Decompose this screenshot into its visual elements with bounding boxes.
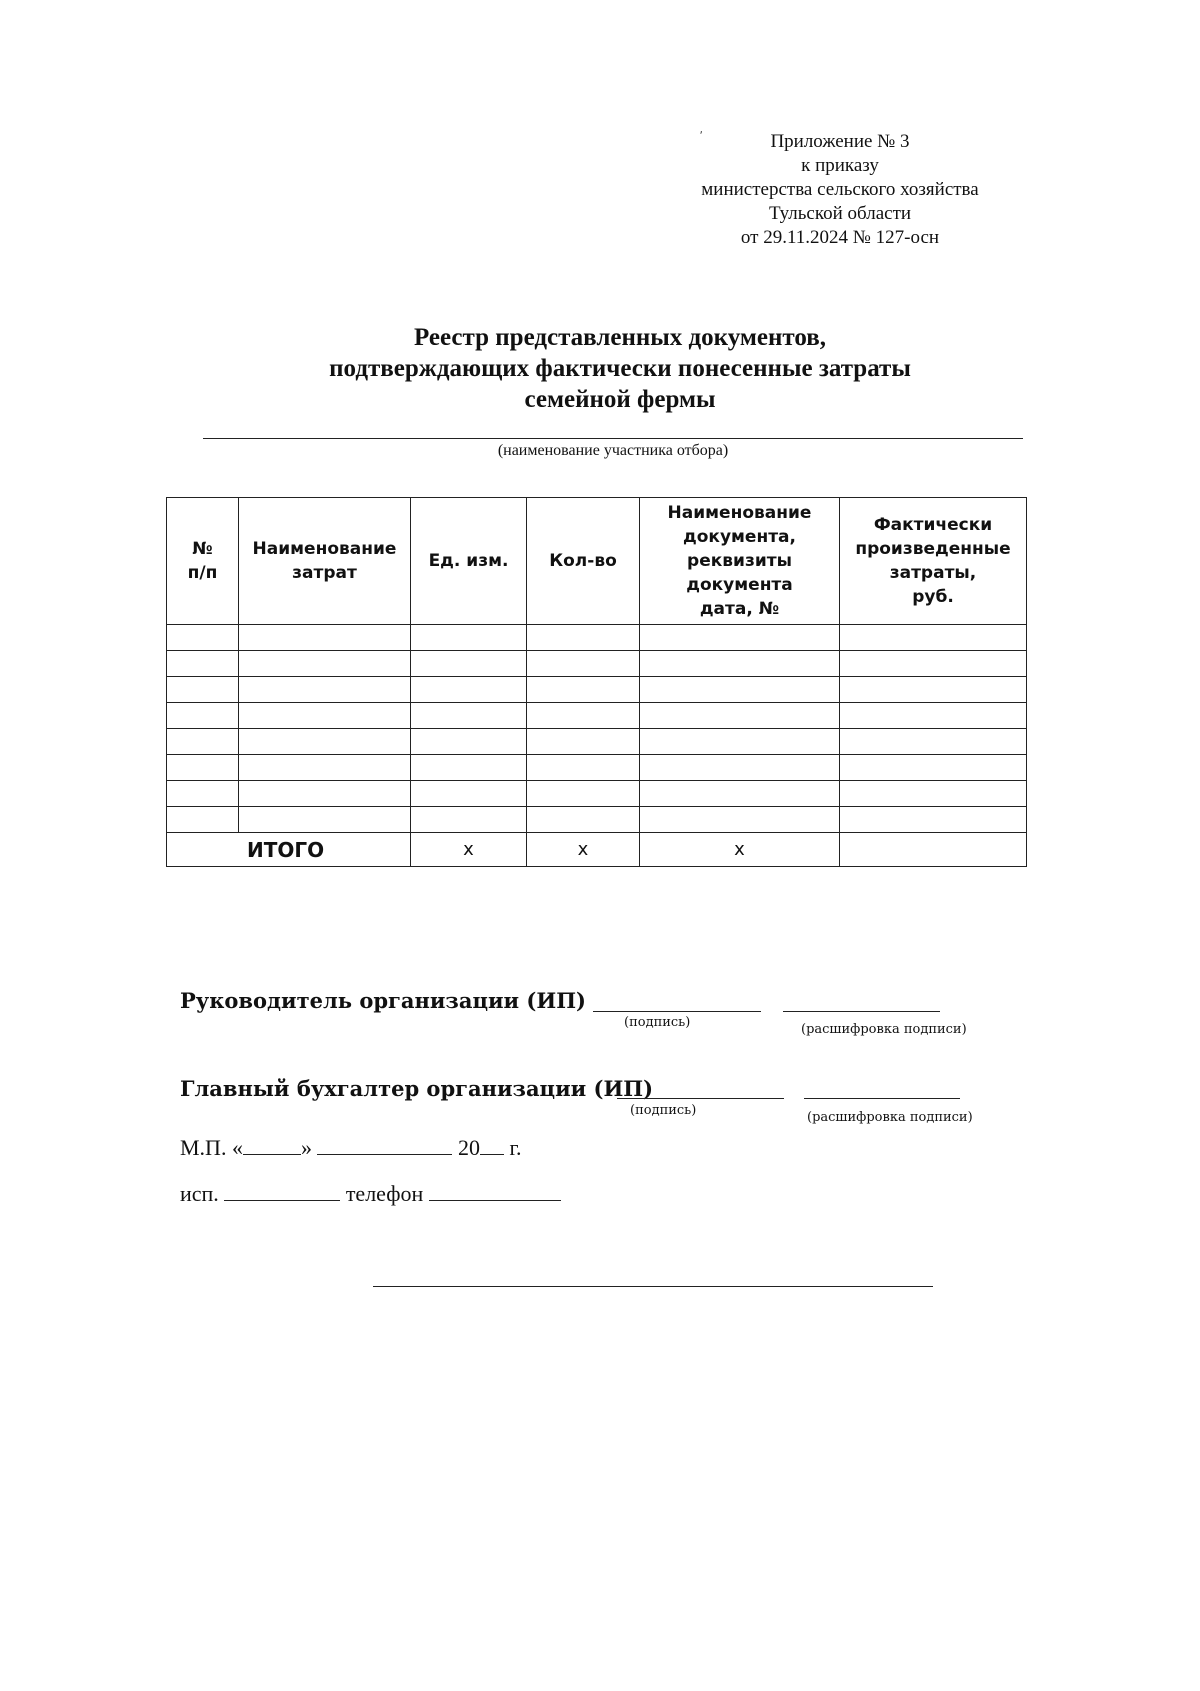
document-end-line	[373, 1286, 933, 1287]
table-cell[interactable]	[640, 755, 840, 781]
total-row	[167, 833, 1027, 867]
accountant-signature-label: Главный бухгалтер организации (ИП)	[180, 1076, 654, 1101]
table-cell[interactable]	[527, 755, 640, 781]
total-sum-cell[interactable]	[840, 833, 1027, 867]
table-cell[interactable]	[411, 625, 527, 651]
table-cell[interactable]	[527, 703, 640, 729]
title-line: подтверждающих фактически понесенные затраты	[329, 355, 911, 382]
head-signature-caption: (подпись)	[624, 1015, 691, 1030]
head-decode-caption: (расшифровка подписи)	[801, 1022, 967, 1037]
table-cell[interactable]	[840, 807, 1027, 833]
header-cost-name: Наименование затрат	[239, 498, 411, 625]
table-row	[167, 755, 1027, 781]
table-cell[interactable]	[527, 677, 640, 703]
table-cell[interactable]	[640, 625, 840, 651]
isp-label: исп.	[180, 1181, 219, 1206]
header-quantity: Кол-во	[527, 498, 640, 625]
table-cell[interactable]	[239, 677, 411, 703]
executor-blank[interactable]	[224, 1180, 340, 1201]
year-blank[interactable]	[480, 1134, 504, 1155]
table-cell[interactable]	[840, 781, 1027, 807]
table-cell[interactable]	[840, 651, 1027, 677]
table-cell[interactable]	[527, 729, 640, 755]
table-cell[interactable]	[640, 807, 840, 833]
document-title	[160, 322, 1080, 415]
scan-mark: ʹ	[700, 128, 703, 142]
table-row	[167, 625, 1027, 651]
appendix-line: от 29.11.2024 № 127-осн	[740, 227, 940, 248]
header-number: № п/п	[167, 498, 239, 625]
table-cell[interactable]	[411, 781, 527, 807]
table-cell[interactable]	[411, 651, 527, 677]
table-cell[interactable]	[239, 651, 411, 677]
year-suffix: г.	[509, 1135, 522, 1160]
table-row	[167, 781, 1027, 807]
table-row	[167, 651, 1027, 677]
table-cell[interactable]	[640, 703, 840, 729]
table-cell[interactable]	[411, 729, 527, 755]
table-cell[interactable]	[167, 703, 239, 729]
table-cell[interactable]	[411, 807, 527, 833]
table-cell[interactable]	[840, 703, 1027, 729]
table-cell[interactable]	[167, 651, 239, 677]
accountant-decode-line[interactable]	[804, 1098, 960, 1099]
registry-body	[167, 625, 1027, 867]
table-cell[interactable]	[167, 781, 239, 807]
phone-blank[interactable]	[429, 1180, 561, 1201]
registry-table	[166, 497, 1027, 867]
appendix-line: Приложение № 3	[770, 131, 910, 152]
table-cell[interactable]	[840, 625, 1027, 651]
table-row	[167, 703, 1027, 729]
total-label: ИТОГО	[167, 833, 411, 867]
accountant-signature-line[interactable]	[617, 1098, 784, 1099]
title-line: семейной фермы	[524, 386, 716, 413]
table-row	[167, 729, 1027, 755]
table-cell[interactable]	[167, 755, 239, 781]
table-cell[interactable]	[411, 677, 527, 703]
head-decode-line[interactable]	[783, 1011, 940, 1012]
table-cell[interactable]	[640, 781, 840, 807]
table-cell[interactable]	[411, 703, 527, 729]
participant-caption: (наименование участника отбора)	[497, 442, 729, 459]
title-line: Реестр представленных документов,	[413, 324, 827, 351]
total-unit-cell: х	[411, 833, 527, 867]
appendix-block	[660, 130, 1020, 250]
contact-row	[180, 1180, 561, 1207]
table-cell[interactable]	[840, 755, 1027, 781]
phone-label: телефон	[345, 1181, 424, 1206]
table-cell[interactable]	[527, 625, 640, 651]
header-unit: Ед. изм.	[411, 498, 527, 625]
table-cell[interactable]	[167, 729, 239, 755]
table-cell[interactable]	[840, 677, 1027, 703]
table-cell[interactable]	[840, 729, 1027, 755]
header-actual-cost: Фактически произведенные затраты, руб.	[840, 498, 1027, 625]
stamp-date-row	[180, 1134, 522, 1161]
table-cell[interactable]	[239, 703, 411, 729]
table-cell[interactable]	[239, 781, 411, 807]
accountant-decode-caption: (расшифровка подписи)	[807, 1110, 973, 1125]
total-qty-cell: х	[527, 833, 640, 867]
table-cell[interactable]	[167, 677, 239, 703]
table-cell[interactable]	[640, 677, 840, 703]
table-cell[interactable]	[527, 651, 640, 677]
header-document: Наименование документа, реквизиты документа дата, №	[640, 498, 840, 625]
table-cell[interactable]	[239, 807, 411, 833]
stamp-label: М.П. «	[180, 1135, 243, 1160]
table-cell[interactable]	[239, 755, 411, 781]
table-row	[167, 807, 1027, 833]
table-cell[interactable]	[167, 807, 239, 833]
appendix-line: Тульской области	[768, 203, 912, 224]
accountant-signature-caption: (подпись)	[630, 1103, 697, 1118]
appendix-line: к приказу	[801, 155, 879, 176]
close-quote: »	[300, 1135, 312, 1160]
day-blank[interactable]	[243, 1134, 301, 1155]
appendix-line: министерства сельского хозяйства	[701, 179, 979, 200]
year-prefix: 20	[457, 1135, 480, 1160]
table-cell[interactable]	[167, 625, 239, 651]
head-signature-label: Руководитель организации (ИП)	[180, 988, 586, 1013]
table-cell[interactable]	[239, 625, 411, 651]
table-cell[interactable]	[640, 729, 840, 755]
head-signature-line[interactable]	[593, 1011, 761, 1012]
total-doc-cell: х	[640, 833, 840, 867]
table-cell[interactable]	[239, 729, 411, 755]
month-blank[interactable]	[317, 1134, 452, 1155]
table-header-row	[167, 498, 1027, 625]
participant-name-line[interactable]	[203, 438, 1023, 439]
table-cell[interactable]	[411, 755, 527, 781]
table-cell[interactable]	[640, 651, 840, 677]
table-cell[interactable]	[527, 781, 640, 807]
table-row	[167, 677, 1027, 703]
table-cell[interactable]	[527, 807, 640, 833]
